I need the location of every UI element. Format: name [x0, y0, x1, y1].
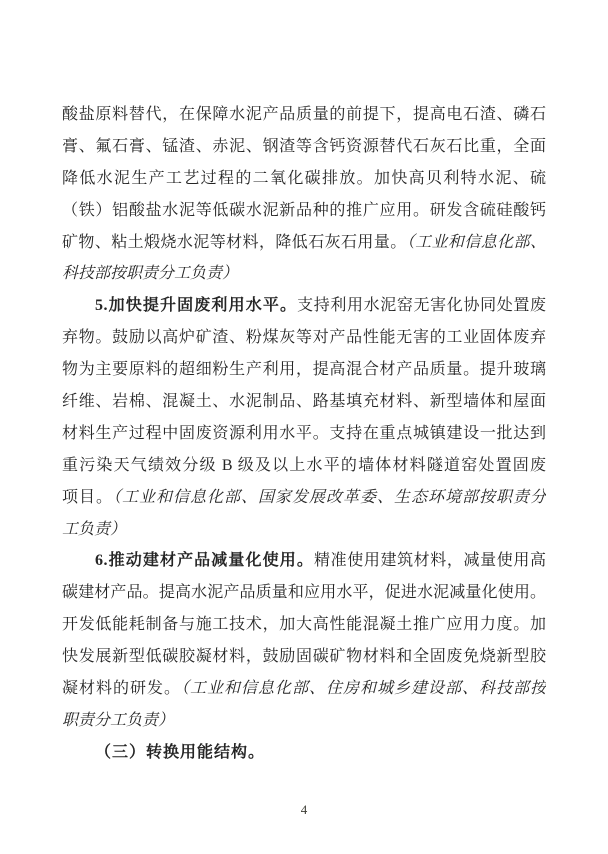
text-segment: 酸盐原料替代，在保障水泥产品质量的前提下，提高电石渣、磷石	[62, 106, 546, 123]
text-segment: 弃物。鼓励以高炉矿渣、粉煤灰等对产品性能无害的工业固体废弃	[62, 329, 546, 347]
heading-segment: 6.推动建材产品减量化使用。	[95, 552, 314, 570]
text-line	[62, 673, 546, 705]
text-line	[62, 227, 546, 259]
text-segment: 支持利用水泥窑无害化协同处置废	[297, 297, 546, 315]
text-line	[62, 609, 546, 641]
text-segment: （工业和信息化部、住房和城乡建设部、科技部按	[181, 680, 546, 698]
page-number: 4	[300, 802, 308, 817]
text-line	[62, 482, 546, 514]
text-segment: 快发展新型低碳胶凝材料，鼓励固碳矿物材料和全固废免烧新型胶	[62, 648, 546, 666]
text-segment: 项目。	[62, 488, 113, 506]
text-line	[62, 641, 546, 673]
text-line	[62, 577, 546, 609]
text-line	[62, 386, 546, 418]
text-line	[62, 290, 546, 322]
text-line	[62, 322, 546, 354]
text-line	[62, 163, 546, 195]
text-segment: 开发低能耗制备与施工技术，加大高性能混凝土推广应用力度。加	[62, 616, 546, 634]
text-line	[62, 450, 546, 482]
text-segment: （工业和信息化部、国家发展改革委、生态环境部按职责分	[113, 488, 546, 506]
text-segment: 职责分工负责）	[62, 711, 175, 729]
heading-segment: 5.加快提升固废利用水平。	[95, 297, 298, 315]
text-line	[62, 737, 546, 769]
text-line	[62, 99, 546, 131]
text-segment: 纤维、岩棉、混凝土、水泥制品、路基填充材料、新型墙体和屋面	[62, 393, 546, 411]
text-segment: 降低水泥生产工艺过程的二氧化碳排放。加快高贝利特水泥、硫	[62, 169, 546, 187]
text-line	[62, 545, 546, 577]
text-segment: 精准使用建筑材料，减量使用高	[314, 552, 546, 570]
text-line	[62, 418, 546, 450]
heading-segment: （三）转换用能结构。	[95, 743, 266, 761]
text-line	[62, 514, 546, 546]
document-lines	[62, 99, 546, 769]
text-segment: 物为主要原料的超细粉生产利用，提高混合材产品质量。提升玻璃	[62, 361, 546, 379]
text-segment: 膏、氟石膏、锰渣、赤泥、钢渣等含钙资源替代石灰石比重，全面	[62, 137, 546, 155]
text-segment: 凝材料的研发。	[62, 680, 181, 698]
text-line	[62, 705, 546, 737]
text-segment: 材料生产过程中固废资源利用水平。支持在重点城镇建设一批达到	[62, 424, 546, 442]
text-segment: 科技部按职责分工负责）	[62, 265, 239, 283]
text-segment: 工负责）	[62, 520, 127, 538]
text-segment: 重污染天气绩效分级 B 级及以上水平的墙体材料隧道窑处置固废	[62, 456, 546, 474]
text-line	[62, 258, 546, 290]
text-line	[62, 354, 546, 386]
text-line	[62, 195, 546, 227]
text-segment: 碳建材产品。提高水泥产品质量和应用水平，促进水泥减量化使用。	[62, 584, 546, 602]
text-segment: 矿物、粘土煅烧水泥等材料，降低石灰石用量。	[62, 233, 407, 251]
text-segment: （铁）铝酸盐水泥等低碳水泥新品种的推广应用。研发含硫硅酸钙	[62, 201, 546, 219]
text-segment: （工业和信息化部、	[406, 233, 546, 251]
text-line	[62, 131, 546, 163]
